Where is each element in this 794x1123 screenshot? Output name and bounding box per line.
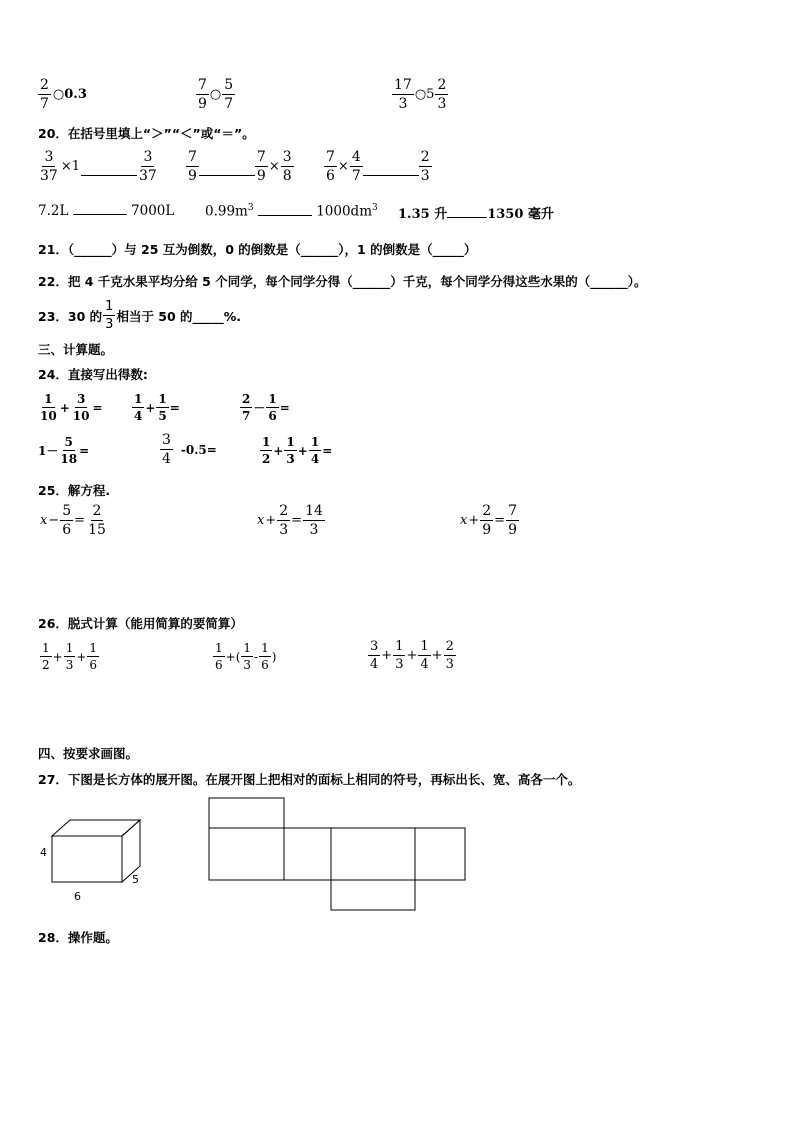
net-face-2[interactable] [284, 828, 331, 880]
operator: +( [225, 649, 241, 664]
operator: = [74, 513, 86, 528]
operator: + [406, 648, 418, 663]
operator: + [265, 513, 277, 528]
operator: = [494, 513, 506, 528]
fraction: $\frac{1}{3}$ [105, 299, 114, 332]
q27-title: 27．下图是长方体的展开图。在展开图上把相对的面标上相同的符号，再标出长、宽、高各一个。 [38, 772, 581, 787]
q23-text-pre: 23．30 的 [38, 308, 103, 324]
q26-expression-3 [368, 640, 456, 671]
expression-text: 1－ [38, 444, 59, 458]
fraction: $\frac{7}{9}$ [188, 149, 197, 184]
q19-compare-b [196, 78, 235, 111]
net-face-3[interactable] [331, 828, 415, 880]
answer-blank[interactable] [258, 215, 312, 216]
fraction: $\frac{2}{15}$ [88, 503, 106, 538]
fraction: $\frac{2}{7}$ [242, 392, 251, 423]
fraction: $\frac{1}{4}$ [310, 435, 320, 466]
compare-text: ○0.3 [52, 87, 87, 102]
fraction: $\frac{1}{6}$ [215, 641, 223, 672]
value-left: 0.99m [205, 203, 248, 220]
cuboid-front-face [52, 836, 122, 882]
operator: = [279, 400, 290, 415]
operator: ) [271, 649, 277, 664]
fraction: $\frac{3}{8}$ [282, 149, 292, 184]
fraction: $\frac{2}{3}$ [445, 639, 454, 672]
operator: = [92, 400, 103, 415]
q23 [38, 300, 241, 331]
compare-circle: ○ [209, 87, 222, 102]
fraction: $\frac{3}{37}$ [40, 149, 58, 184]
operator: = [79, 443, 90, 458]
q20-r2-b [205, 203, 378, 220]
q25-equation-3 [460, 504, 519, 537]
q26-title: 26．脱式计算（能用简算的要简算） [38, 616, 243, 631]
q22-text: 22．把 4 千克水果平均分给 5 个同学，每个同学分得（______）千克，每个同学分得这些水果的（______）。 [38, 274, 647, 289]
fraction: $\frac{1}{3}$ [243, 641, 252, 672]
compare-text: ○5 [414, 87, 435, 102]
cuboid-figure [36, 812, 156, 907]
fraction: $\frac{5}{6}$ [62, 503, 72, 538]
operator: × [337, 159, 349, 174]
fraction: $\frac{1}{10}$ [40, 392, 57, 423]
fraction: $\frac{17}{3}$ [394, 77, 412, 112]
fraction: $\frac{7}{9}$ [256, 149, 266, 184]
operator: - [254, 649, 259, 664]
fraction: $\frac{5}{18}$ [60, 435, 78, 466]
q20-r1-a [38, 150, 159, 183]
q19-compare-a [38, 78, 87, 111]
q24-e [160, 433, 217, 466]
value-left: 7.2L [38, 203, 69, 219]
operator: × [268, 159, 280, 174]
q25-equation-2 [257, 504, 325, 537]
answer-blank[interactable] [363, 175, 419, 176]
cuboid-net-figure [205, 794, 471, 916]
value-right: 7000L [131, 203, 175, 219]
fraction: $\frac{1}{2}$ [42, 641, 50, 672]
operator: + [76, 649, 87, 664]
variable: x [40, 513, 48, 528]
net-face-4[interactable] [415, 828, 465, 880]
q20-r2-a [38, 203, 174, 219]
answer-blank[interactable] [199, 175, 255, 176]
exponent: 3 [247, 203, 254, 213]
q20-title: 20．在括号里填上“＞”“＜”或“＝”。 [38, 126, 255, 141]
width-label: 5 [132, 873, 139, 886]
q24-a [38, 393, 104, 422]
operator: + [297, 443, 308, 458]
net-face-1[interactable] [209, 828, 284, 880]
value-right: 1000dm [316, 203, 373, 220]
fraction: $\frac{2}{3}$ [279, 503, 289, 538]
operator: + [52, 649, 63, 664]
cuboid-top-face [52, 820, 140, 836]
fraction: $\frac{4}{7}$ [351, 149, 361, 184]
fraction: $\frac{1}{6}$ [261, 641, 269, 672]
q28-title: 28．操作题。 [38, 930, 118, 945]
fraction: $\frac{1}{6}$ [268, 392, 277, 423]
q26-expression-1 [40, 642, 99, 671]
fraction: $\frac{3}{4}$ [370, 639, 379, 672]
height-label: 4 [40, 846, 47, 859]
fraction: $\frac{2}{7}$ [40, 77, 49, 112]
fraction: $\frac{1}{3}$ [395, 639, 404, 672]
expression-text: -0.5= [180, 442, 217, 457]
fraction: $\frac{7}{9}$ [198, 77, 207, 112]
q25-title: 25．解方程. [38, 483, 111, 498]
answer-blank[interactable] [447, 217, 487, 218]
fraction: $\frac{1}{4}$ [420, 639, 429, 672]
q21-text: 21．（______）与 25 互为倒数，0 的倒数是（______），1 的倒数是（_____） [38, 242, 477, 257]
value-right: 1350 毫升 [487, 207, 554, 222]
section-4-title: 四、按要求画图。 [38, 746, 139, 761]
answer-blank[interactable] [81, 175, 137, 176]
operator: ×1 [60, 159, 80, 174]
fraction: $\frac{1}{3}$ [65, 641, 74, 672]
q24-title: 24．直接写出得数: [38, 367, 148, 382]
operator: = [291, 513, 303, 528]
fraction: $\frac{2}{3}$ [437, 77, 447, 112]
operator: + [145, 400, 156, 415]
q20-r2-c [398, 203, 554, 222]
q20-r1-b [186, 150, 294, 183]
fraction: $\frac{14}{3}$ [305, 503, 323, 538]
fraction: $\frac{1}{6}$ [89, 641, 98, 672]
net-face-bottom[interactable] [331, 880, 415, 910]
fraction: $\frac{3}{37}$ [139, 149, 157, 184]
answer-blank[interactable] [73, 214, 127, 215]
fraction: $\frac{7}{9}$ [508, 503, 517, 538]
variable: x [460, 513, 468, 528]
value-left: 1.35 升 [398, 207, 448, 222]
length-label: 6 [74, 890, 81, 903]
operator: － [253, 401, 266, 415]
fraction: $\frac{1}{3}$ [286, 435, 295, 466]
q19-compare-c [392, 78, 448, 111]
fraction: $\frac{3}{10}$ [72, 392, 90, 423]
operator: + [468, 513, 480, 528]
operator: + [381, 648, 393, 663]
fraction: $\frac{3}{4}$ [162, 432, 171, 467]
q23-text-post: 相当于 50 的_____%. [116, 308, 242, 324]
operator: + [273, 443, 284, 458]
q24-c [240, 393, 291, 422]
fraction: $\frac{2}{9}$ [482, 503, 492, 538]
q24-b [132, 393, 181, 422]
operator: = [169, 400, 180, 415]
operator: + [59, 400, 70, 415]
operator: + [431, 648, 443, 663]
fraction: $\frac{5}{7}$ [224, 77, 234, 112]
fraction: $\frac{7}{6}$ [326, 149, 335, 184]
variable: x [257, 513, 265, 528]
operator: = [322, 443, 333, 458]
fraction: $\frac{1}{5}$ [158, 392, 167, 423]
fraction: $\frac{2}{3}$ [420, 149, 430, 184]
q20-r1-c [324, 150, 432, 183]
operator: − [48, 513, 60, 528]
q24-d [38, 436, 89, 465]
q24-f [260, 436, 333, 465]
net-face-top[interactable] [209, 798, 284, 828]
q26-expression-2 [213, 642, 277, 671]
section-3-title: 三、计算题。 [38, 342, 114, 357]
fraction: $\frac{1}{2}$ [262, 435, 271, 466]
exponent: 3 [372, 203, 378, 213]
q25-equation-1 [40, 504, 108, 537]
fraction: $\frac{1}{4}$ [134, 392, 143, 423]
